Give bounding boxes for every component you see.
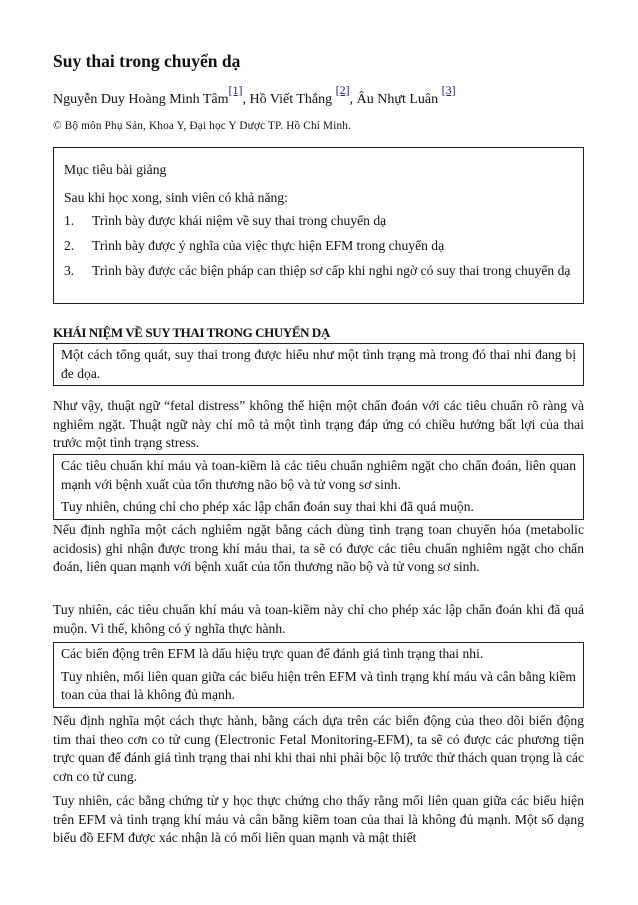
affiliation: © Bộ môn Phụ Sản, Khoa Y, Đại học Y Dược TP. Hồ Chí Minh.	[53, 120, 352, 132]
highlight-text: Tuy nhiên, mối liên quan giữa các biểu hiện trên EFM và tình trạng khí máu và cân bằng kiềm toan của thai là không đủ mạnh.	[61, 668, 576, 702]
section-heading: KHÁI NIỆM VỀ SUY THAI TRONG CHUYỂN DẠ	[53, 325, 330, 340]
objective-number: 2.	[64, 238, 75, 253]
author-ref-link[interactable]: [2]	[335, 83, 350, 97]
body-paragraph: Như vậy, thuật ngữ “fetal distress” không thể hiện một chẩn đoán với các tiêu chuẩn rõ ràng và nghiêm ngặt. Thuật ngữ này chỉ mô tả một tình trạng đáp ứng có chiều hướng bất lợi của thai trước một tình trạng stress.	[53, 398, 584, 450]
highlight-text: Các biến động trên EFM là dấu hiệu trực quan để đánh giá tình trạng thai nhi.	[61, 646, 484, 661]
objectives-list	[64, 211, 573, 280]
objective-number: 3.	[64, 263, 75, 278]
author-name: Hồ Viết Thắng	[249, 92, 333, 107]
body-paragraph: Tuy nhiên, các bằng chứng từ y học thực chứng cho thấy rằng mối liên quan giữa các biểu hiện trên EFM và tình trạng khí máu và cân bằng kiềm toan của thai là không đủ mạnh. Một số dạng biểu đồ EFM được xác nhận là có mối liên quan mạnh và mật thiết	[53, 793, 584, 845]
objective-text: Trình bày được khái niệm về suy thai trong chuyển dạ	[92, 213, 387, 228]
author-line: Nguyễn Duy Hoàng Minh Tâm[1], Hồ Viết Thắng [2], Âu Nhựt Luân [3]	[53, 83, 456, 107]
document-title: Suy thai trong chuyển dạ	[53, 51, 241, 71]
objectives-box	[53, 147, 584, 304]
objective-text: Trình bày được ý nghĩa của việc thực hiện EFM trong chuyển dạ	[92, 238, 445, 253]
objective-item	[64, 261, 573, 280]
objective-text: Trình bày được các biện pháp can thiệp sơ cấp khi nghi ngờ có suy thai trong chuyển dạ	[92, 263, 571, 278]
highlight-text: Một cách tổng quát, suy thai trong được hiểu như một tình trạng mà trong đó thai nhi đang bị đe dọa.	[61, 347, 576, 381]
objective-number: 1.	[64, 213, 75, 228]
author-name: Âu Nhựt Luân	[356, 92, 439, 107]
body-paragraph: Nếu định nghĩa một cách nghiêm ngặt bằng cách dùng tình trạng toan chuyển hóa (metabolic acidosis) ghi nhận được trong khí máu thai, ta sẽ có được các tiêu chuẩn nghiêm ngặt cho chẩn đoán, liên quan mạnh với bệnh xuất của tổn thương não bộ và tử vong sơ sinh.	[53, 522, 584, 574]
objective-item	[64, 236, 573, 255]
highlight-box	[53, 343, 584, 386]
highlight-text: Các tiêu chuẩn khí máu và toan-kiềm là các tiêu chuẩn nghiêm ngặt cho chẩn đoán, liên quan mạnh với bệnh xuất của tổn thương não bộ và tử vong sơ sinh.	[61, 458, 576, 492]
highlight-box	[53, 642, 584, 708]
objectives-intro: Sau khi học xong, sinh viên có khả năng:	[64, 190, 288, 205]
objective-item	[64, 211, 573, 230]
highlight-box	[53, 454, 584, 520]
author-ref-link[interactable]: [1]	[228, 83, 243, 97]
author-ref-link[interactable]: [3]	[441, 83, 456, 97]
body-paragraph: Nếu định nghĩa một cách thực hành, bằng cách dựa trên các biến động của theo dõi biến động tim thai theo cơn co tử cung (Electronic Fetal Monitoring-EFM), ta sẽ có được các phương tiện trực quan để đánh giá tình trạng thai nhi khi thai nhi phải bộc lộ trước thử thách quan trọng là các cơn co tử cung.	[53, 713, 584, 784]
body-paragraph: Tuy nhiên, các tiêu chuẩn khí máu và toan-kiềm này chỉ cho phép xác lập chẩn đoán khi đã quá muộn. Vì thế, không có ý nghĩa thực hành.	[53, 602, 584, 636]
author-name: Nguyễn Duy Hoàng Minh Tâm	[53, 92, 229, 107]
highlight-text: Tuy nhiên, chúng chỉ cho phép xác lập chẩn đoán suy thai khi đã quá muộn.	[61, 499, 474, 514]
objectives-heading: Mục tiêu bài giảng	[64, 162, 167, 177]
